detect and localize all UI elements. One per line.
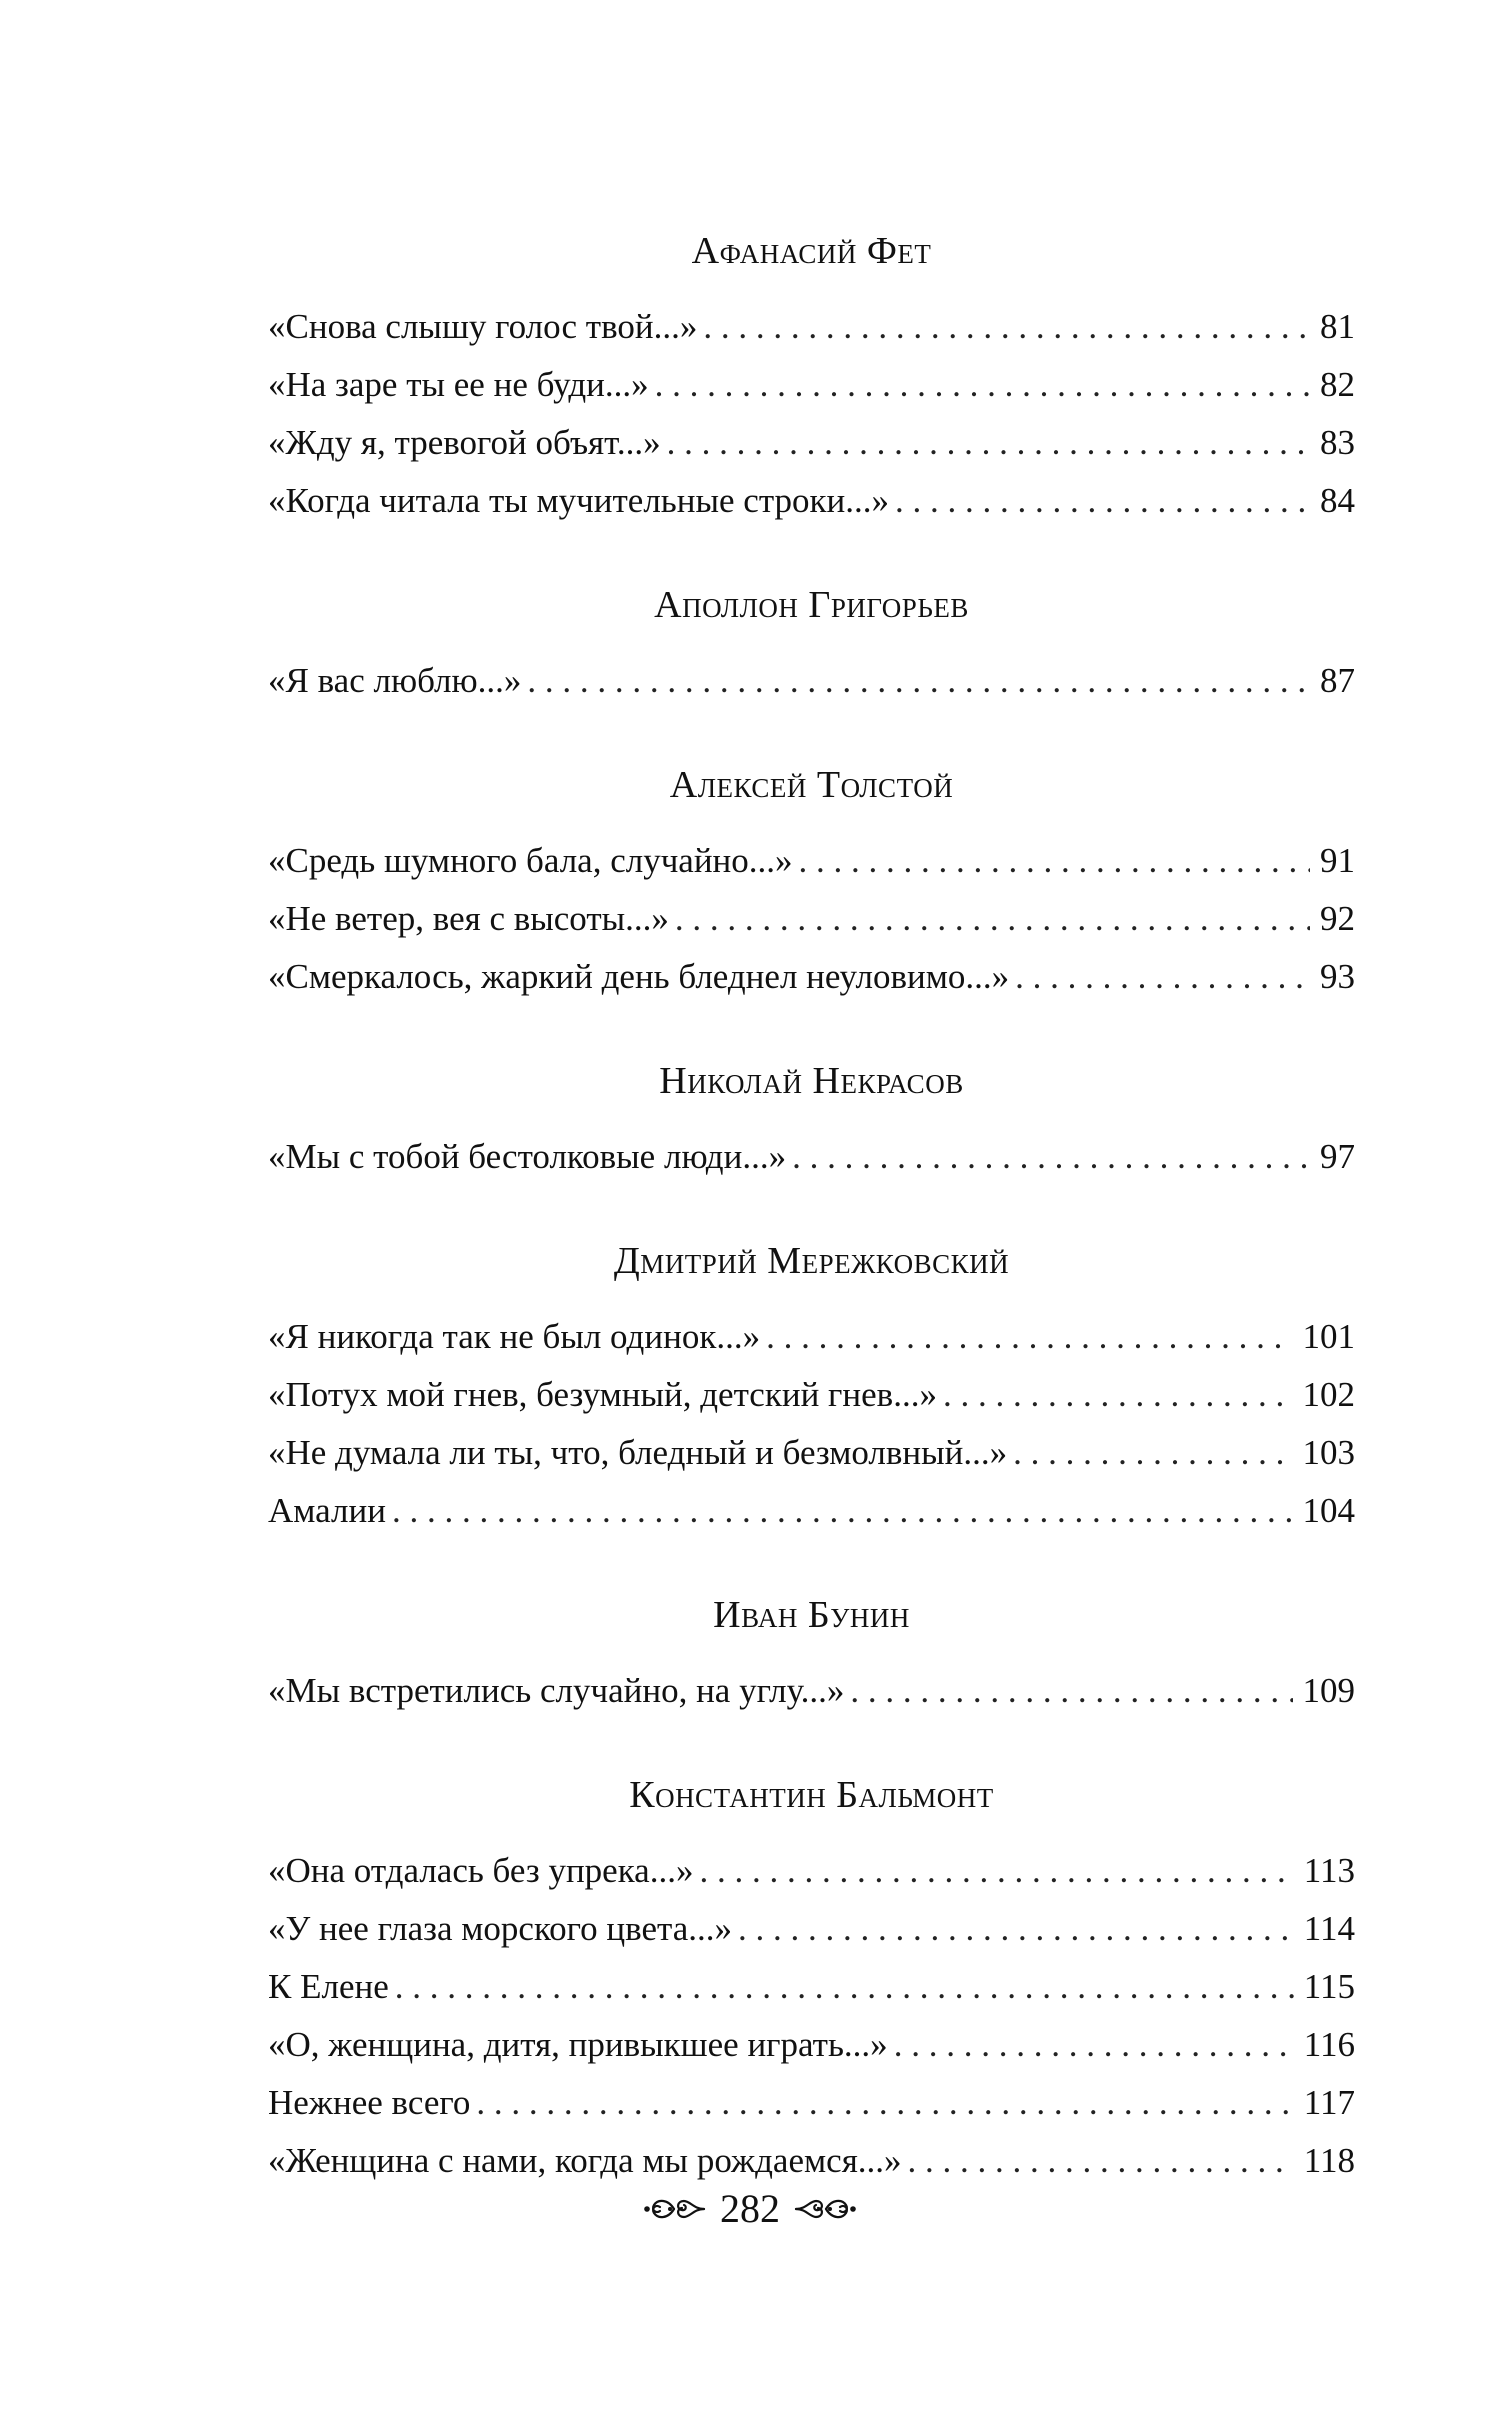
entry-page-number: 114 — [1303, 1909, 1355, 1948]
toc-entry[interactable] — [268, 1662, 1355, 1720]
toc-entry[interactable] — [268, 1424, 1355, 1482]
dot-leader — [395, 1958, 1294, 2016]
toc-entry[interactable] — [268, 298, 1355, 356]
page-folio — [0, 2185, 1500, 2232]
toc-section — [268, 222, 1355, 530]
dot-leader — [527, 652, 1310, 710]
toc-entry[interactable] — [268, 1128, 1355, 1186]
toc-entry[interactable] — [268, 1900, 1355, 1958]
dot-leader — [667, 414, 1310, 472]
dot-leader — [792, 1128, 1310, 1186]
entry-title: «Снова слышу голос твой...» — [268, 307, 698, 346]
entry-title: «Мы с тобой бестолковые люди...» — [268, 1137, 787, 1176]
entry-page-number: 83 — [1320, 423, 1355, 462]
dot-leader — [895, 472, 1310, 530]
flourish-right-icon — [794, 2191, 856, 2227]
entry-title: Амалии — [268, 1491, 386, 1530]
toc-section — [268, 756, 1355, 1006]
dot-leader — [699, 1842, 1293, 1900]
entry-title: «Средь шумного бала, случайно...» — [268, 841, 793, 880]
entry-title: «О, женщина, дитя, привыкшее играть...» — [268, 2025, 888, 2064]
entry-page-number: 115 — [1303, 1967, 1355, 2006]
entry-page-number: 117 — [1303, 2083, 1355, 2122]
entry-title: «Не думала ли ты, что, бледный и безмолвный...» — [268, 1433, 1008, 1472]
entry-page-number: 81 — [1320, 307, 1355, 346]
entry-page-number: 97 — [1320, 1137, 1355, 1176]
entry-title: «Мы встретились случайно, на углу...» — [268, 1671, 845, 1710]
toc-entry[interactable] — [268, 652, 1355, 710]
toc-entry[interactable] — [268, 2074, 1355, 2132]
dot-leader — [476, 2074, 1293, 2132]
author-heading: Дмитрий Мережковский — [613, 1240, 1010, 1282]
entry-title: «Я никогда так не был одинок...» — [268, 1317, 761, 1356]
entry-title: «Я вас люблю...» — [268, 661, 522, 700]
dot-leader — [799, 832, 1310, 890]
entry-page-number: 104 — [1302, 1491, 1355, 1530]
dot-leader — [766, 1308, 1292, 1366]
entry-page-number: 87 — [1320, 661, 1355, 700]
dot-leader — [908, 2132, 1294, 2190]
author-heading: Константин Бальмонт — [629, 1774, 994, 1816]
toc-entry[interactable] — [268, 414, 1355, 472]
toc-entry[interactable] — [268, 2016, 1355, 2074]
entry-page-number: 82 — [1320, 365, 1355, 404]
author-heading: Афанасий Фет — [691, 230, 932, 272]
entry-title: «Смеркалось, жаркий день бледнел неуловимо...» — [268, 957, 1010, 996]
table-of-contents — [268, 222, 1355, 2236]
entry-page-number: 91 — [1320, 841, 1355, 880]
toc-entry[interactable] — [268, 1482, 1355, 1540]
toc-section — [268, 576, 1355, 710]
dot-leader — [1015, 948, 1310, 1006]
dot-leader — [850, 1662, 1292, 1720]
entry-page-number: 102 — [1302, 1375, 1355, 1414]
toc-entry[interactable] — [268, 356, 1355, 414]
author-heading: Аполлон Григорьев — [654, 584, 969, 626]
toc-entry[interactable] — [268, 832, 1355, 890]
entry-title: «Не ветер, вея с высоты...» — [268, 899, 669, 938]
entry-page-number: 103 — [1302, 1433, 1355, 1472]
toc-entry[interactable] — [268, 472, 1355, 530]
entry-title: «Потух мой гнев, безумный, детский гнев...» — [268, 1375, 937, 1414]
toc-section — [268, 1586, 1355, 1720]
entry-page-number: 109 — [1302, 1671, 1355, 1710]
toc-section — [268, 1766, 1355, 2190]
entry-page-number: 84 — [1320, 481, 1355, 520]
dot-leader — [392, 1482, 1293, 1540]
entry-title: К Елене — [268, 1967, 389, 2006]
toc-entry[interactable] — [268, 1842, 1355, 1900]
entry-title: «Женщина с нами, когда мы рождаемся...» — [268, 2141, 902, 2180]
entry-page-number: 93 — [1320, 957, 1355, 996]
dot-leader — [675, 890, 1310, 948]
author-heading: Алексей Толстой — [669, 764, 954, 806]
toc-entry[interactable] — [268, 1308, 1355, 1366]
entry-page-number: 113 — [1303, 1851, 1355, 1890]
toc-entry[interactable] — [268, 1958, 1355, 2016]
toc-entry[interactable] — [268, 1366, 1355, 1424]
toc-section — [268, 1052, 1355, 1186]
author-heading: Николай Некрасов — [659, 1060, 964, 1102]
dot-leader — [738, 1900, 1294, 1958]
dot-leader — [894, 2016, 1294, 2074]
entry-title: «На заре ты ее не буди...» — [268, 365, 649, 404]
dot-leader — [1013, 1424, 1292, 1482]
toc-entry[interactable] — [268, 2132, 1355, 2190]
entry-title: «Когда читала ты мучительные строки...» — [268, 481, 890, 520]
toc-entry[interactable] — [268, 890, 1355, 948]
author-heading: Иван Бунин — [713, 1594, 910, 1636]
page-number: 282 — [720, 2186, 780, 2231]
flourish-left-icon — [644, 2191, 706, 2227]
entry-title: Нежнее всего — [268, 2083, 471, 2122]
toc-entry[interactable] — [268, 948, 1355, 1006]
entry-page-number: 118 — [1303, 2141, 1355, 2180]
entry-page-number: 101 — [1302, 1317, 1355, 1356]
dot-leader — [655, 356, 1310, 414]
entry-page-number: 92 — [1320, 899, 1355, 938]
entry-title: «У нее глаза морского цвета...» — [268, 1909, 733, 1948]
entry-title: «Она отдалась без упрека...» — [268, 1851, 694, 1890]
entry-title: «Жду я, тревогой объят...» — [268, 423, 661, 462]
toc-section — [268, 1232, 1355, 1540]
entry-page-number: 116 — [1303, 2025, 1355, 2064]
dot-leader — [943, 1366, 1293, 1424]
dot-leader — [703, 298, 1310, 356]
